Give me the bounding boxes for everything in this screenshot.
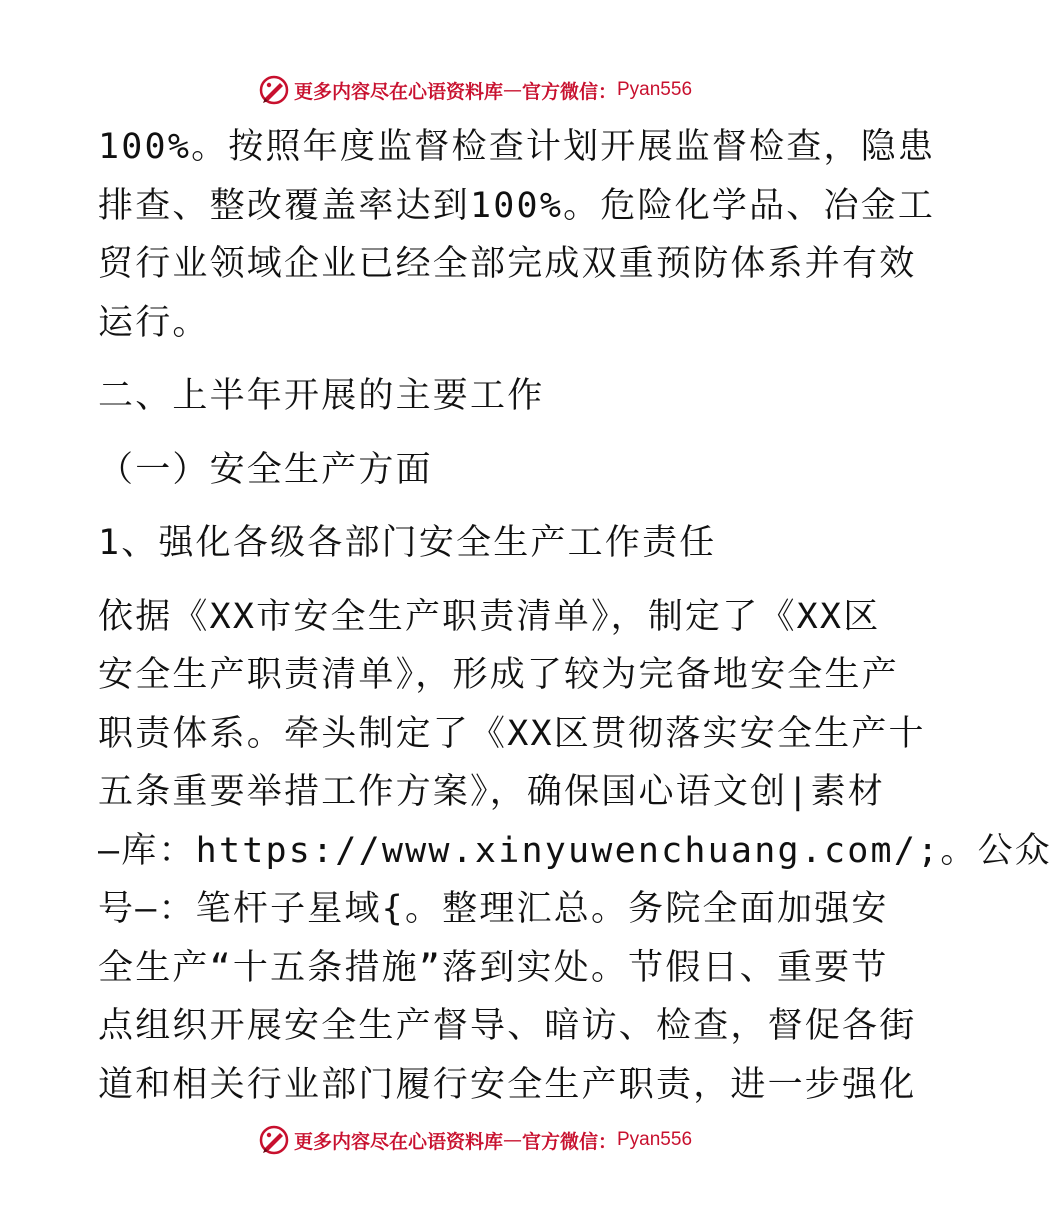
watermark-main-text: 更多内容尽在心语资料库 [293, 1130, 503, 1153]
body-line: 排查、整改覆盖率达到100%。危险化学品、冶金工 [98, 185, 936, 226]
body-line: 全生产“十五条措施”落到实处。节假日、重要节 [98, 947, 889, 988]
watermark-main-text: 更多内容尽在心语资料库 [293, 80, 503, 103]
pen-logo-icon [258, 1124, 290, 1156]
body-line: 运行。 [98, 302, 210, 343]
section-heading: 二、上半年开展的主要工作 [98, 376, 545, 416]
item-heading: 1、强化各级各部门安全生产工作责任 [98, 523, 717, 563]
watermark-separator: — [502, 79, 522, 101]
watermark-id: Pyan556 [617, 1129, 693, 1150]
watermark-id: Pyan556 [617, 79, 693, 100]
watermark-label: 官方微信： [521, 80, 617, 103]
watermark-banner-top [0, 70, 950, 110]
body-line: 号—：笔杆子星域{。整理汇总。务院全面加强安 [98, 889, 889, 929]
body-line: 依据《XX市安全生产职责清单》，制定了《XX区 [98, 596, 881, 637]
body-line: 100%。按照年度监督检查计划开展监督检查，隐患 [98, 127, 936, 167]
document-body [98, 118, 1052, 1114]
body-line: 贸行业领域企业已经全部完成双重预防体系并有效 [98, 244, 917, 284]
body-line: 安全生产职责清单》，形成了较为完备地安全生产 [98, 655, 899, 695]
body-line: —库：https://www.xinyuwenchuang.com/;。公众 [98, 830, 1052, 871]
pen-logo-icon [258, 74, 290, 106]
watermark-banner-bottom [0, 1120, 950, 1160]
body-line: 五条重要举措工作方案》，确保国心语文创|素材 [98, 772, 885, 812]
watermark-label: 官方微信： [521, 1130, 617, 1153]
watermark-separator: — [502, 1129, 522, 1151]
body-line: 道和相关行业部门履行安全生产职责，进一步强化 [98, 1064, 917, 1105]
subsection-heading: （一）安全生产方面 [98, 449, 433, 490]
body-line: 职责体系。牵头制定了《XX区贯彻落实安全生产十 [98, 713, 926, 754]
body-line: 点组织开展安全生产督导、暗访、检查，督促各街 [98, 1006, 917, 1046]
